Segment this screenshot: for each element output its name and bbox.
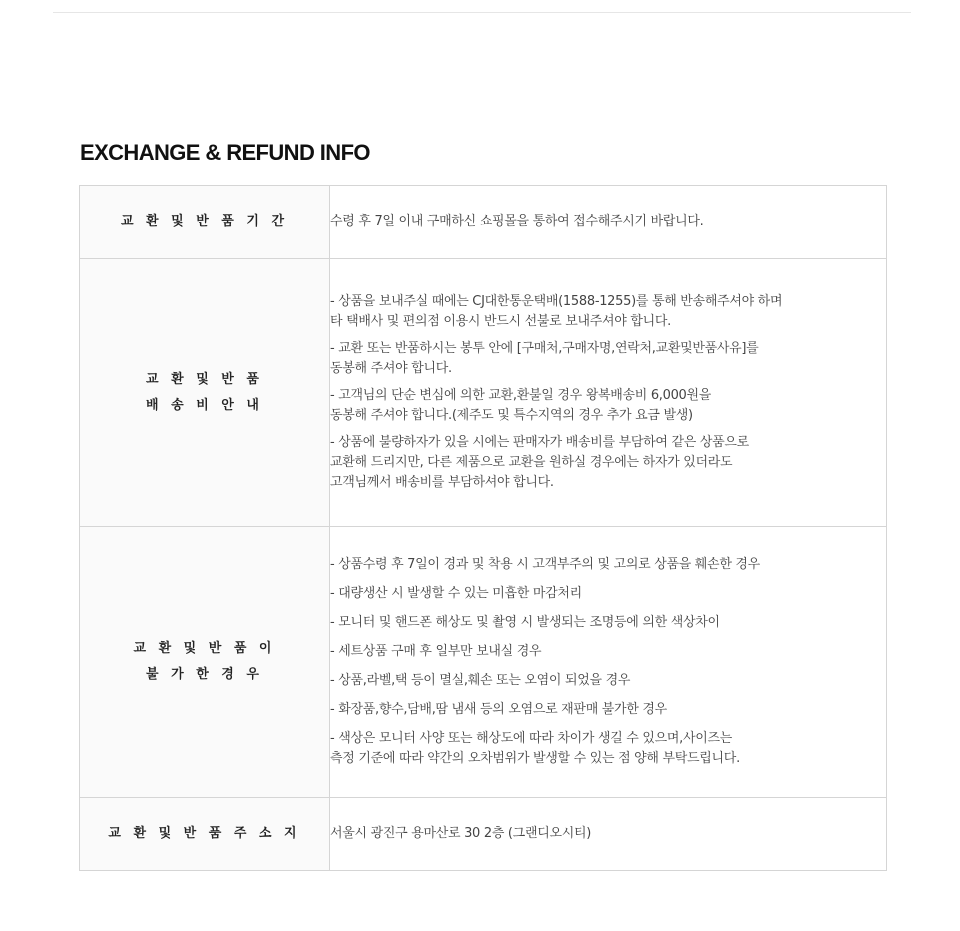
list-item: - 상품을 보내주실 때에는 CJ대한통운택배(1588-1255)를 통해 반송해주셔야 하며 타 택배사 및 편의점 이용시 반드시 선불로 보내주셔야 합니다. [330, 294, 783, 329]
shipping-fee-notes [330, 259, 887, 527]
list-item: - 상품,라벨,택 등이 멸실,훼손 또는 오염이 되었을 경우 [330, 673, 631, 688]
list-item: - 세트상품 구매 후 일부만 보내실 경우 [330, 644, 542, 659]
list-item: - 고객님의 단순 변심에 의한 교환,환불일 경우 왕복배송비 6,000원을 동봉해 주셔야 합니다.(제주도 및 특수지역의 경우 추가 요금 발생) [330, 388, 712, 423]
row-return-address [80, 798, 887, 871]
label-exchange-period: 교 환 및 반 품 기 간 [80, 186, 330, 259]
row-not-allowed [80, 527, 887, 798]
section-title: EXCHANGE & REFUND INFO [80, 140, 370, 165]
row-exchange-period [80, 186, 887, 259]
list-item: - 상품에 불량하자가 있을 시에는 판매자가 배송비를 부담하여 같은 상품으로 교환해 드리지만, 다른 제품으로 교환을 원하실 경우에는 하자가 있더라도 고객님께서 배송비를 부담하셔야 합니다. [330, 435, 749, 490]
label-shipping-fee-line1: 교 환 및 반 품 [146, 371, 263, 387]
list-item: - 화장품,향수,담배,땀 냄새 등의 오염으로 재판매 불가한 경우 [330, 702, 667, 717]
list-item: - 모니터 및 핸드폰 해상도 및 촬영 시 발생되는 조명등에 의한 색상차이 [330, 615, 720, 630]
list-item: - 대량생산 시 발생할 수 있는 미흡한 마감처리 [330, 586, 582, 601]
label-not-allowed [80, 527, 330, 798]
label-shipping-fee-line2: 배 송 비 안 내 [146, 397, 263, 413]
list-item: - 색상은 모니터 사양 또는 해상도에 따라 차이가 생길 수 있으며,사이즈는 측정 기준에 따라 약간의 오차범위가 발생할 수 있는 점 양해 부탁드립니다. [330, 731, 740, 766]
label-not-allowed-line1: 교 환 및 반 품 이 [133, 641, 276, 656]
not-allowed-notes [330, 527, 887, 798]
row-shipping-fee [80, 259, 887, 527]
shipping-notes-list [330, 292, 886, 493]
label-shipping-fee [80, 259, 330, 527]
list-item: - 상품수령 후 7일이 경과 및 착용 시 고객부주의 및 고의로 상품을 훼손한 경우 [330, 557, 760, 572]
exchange-period-text: 수령 후 7일 이내 구매하신 쇼핑몰을 통하여 접수해주시기 바랍니다. [330, 186, 887, 259]
not-allowed-notes-list [330, 555, 886, 769]
top-divider [53, 12, 911, 13]
label-return-address: 교 환 및 반 품 주 소 지 [80, 798, 330, 871]
exchange-refund-table [79, 185, 887, 871]
return-address-text: 서울시 광진구 용마산로 30 2층 (그랜디오시티) [330, 798, 887, 871]
list-item: - 교환 또는 반품하시는 봉투 안에 [구매처,구매자명,연락처,교환및반품사유]를 동봉해 주셔야 합니다. [330, 341, 759, 376]
label-not-allowed-line2: 불 가 한 경 우 [146, 667, 263, 682]
